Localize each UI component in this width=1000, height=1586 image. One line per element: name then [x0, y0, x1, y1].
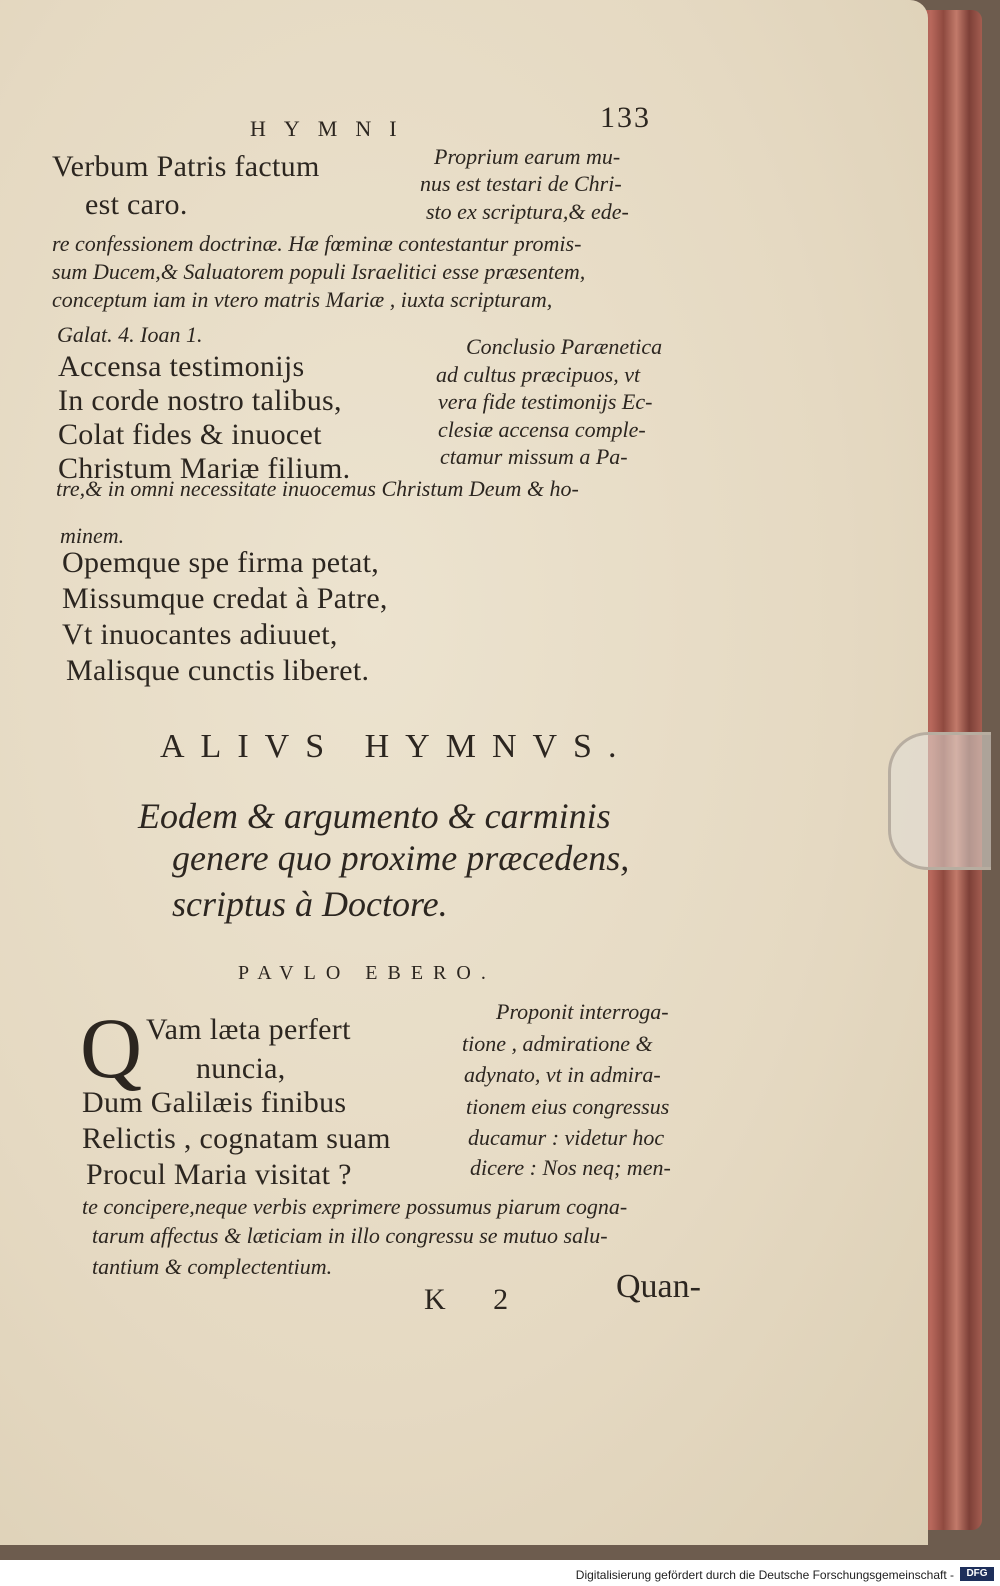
drop-cap: Q — [80, 1000, 143, 1096]
footer-bar — [0, 1562, 1000, 1586]
note-line: tre,& in omni necessitate inuocemus Christum Deum & ho- — [56, 476, 579, 501]
verse-line: In corde nostro talibus, — [58, 384, 342, 417]
verse-line: Verbum Patris factum — [52, 150, 320, 183]
side-note-line: nus est testari de Chri- — [420, 171, 622, 196]
note-line: tarum affectus & læticiam in illo congressu se mutuo salu- — [92, 1223, 608, 1248]
note-line: conceptum iam in vtero matris Mariæ , iuxta scripturam, — [52, 287, 553, 312]
verse-line: Dum Galilæis finibus — [82, 1086, 347, 1119]
side-note-line: ctamur missum a Pa- — [440, 444, 628, 469]
side-note-line: Proprium earum mu- — [434, 144, 621, 169]
verse-line: Vam læta perfert — [146, 1013, 351, 1046]
footer-credit: Digitalisierung gefördert durch die Deutsche Forschungsgemeinschaft - — [575, 1568, 954, 1582]
glass-clip — [888, 732, 991, 870]
hymn-subtitle-line: genere quo proxime præcedens, — [172, 838, 630, 878]
note-line: minem. — [60, 523, 125, 548]
verse-line: est caro. — [85, 188, 188, 221]
side-note-line: clesiæ accensa comple- — [438, 417, 646, 442]
note-line: sum Ducem,& Saluatorem populi Israelitici esse præsentem, — [52, 259, 586, 284]
side-note-line: ducamur : videtur hoc — [468, 1125, 665, 1150]
side-note-line: Conclusio Parænetica — [466, 334, 663, 359]
side-note-line: tione , admiratione & — [462, 1031, 653, 1056]
dfg-logo: DFG — [960, 1567, 994, 1581]
note-line: tantium & complectentium. — [92, 1254, 333, 1279]
hymn-subtitle-line: Eodem & argumento & carminis — [138, 796, 611, 836]
hymn-title: ALIVS HYMNVS. — [160, 728, 633, 765]
side-note-line: vera fide testimonijs Ec- — [438, 389, 653, 414]
side-note-line: ad cultus præcipuos, vt — [436, 362, 641, 387]
verse-line: Opemque spe firma petat, — [62, 546, 380, 579]
page-number: 133 — [600, 101, 651, 134]
note-line: re confessionem doctrinæ. Hæ fœminæ contestantur promis- — [52, 231, 582, 256]
catchword: Quan- — [616, 1268, 701, 1305]
side-note-line: tionem eius congressus — [466, 1094, 670, 1119]
signature-mark: K 2 — [424, 1283, 529, 1316]
side-note-line: Proponit interroga- — [496, 999, 669, 1024]
verse-line: Christum Mariæ filium. — [58, 452, 351, 485]
hymn-subtitle-line: scriptus à Doctore. — [172, 884, 448, 924]
verse-line: Procul Maria visitat ? — [86, 1158, 352, 1191]
note-line: Galat. 4. Ioan 1. — [57, 322, 203, 347]
side-note-line: adynato, vt in admira- — [464, 1062, 661, 1087]
verse-line: nuncia, — [196, 1052, 286, 1085]
verse-line: Relictis , cognatam suam — [82, 1122, 391, 1155]
verse-line: Colat fides & inuocet — [58, 418, 322, 451]
verse-line: Accensa testimonijs — [58, 350, 305, 383]
side-note-line: sto ex scriptura,& ede- — [426, 199, 629, 224]
verse-line: Malisque cunctis liberet. — [66, 654, 370, 687]
running-head: HYMNI — [250, 116, 415, 141]
side-note-line: dicere : Nos neq; men- — [470, 1155, 671, 1180]
note-line: te concipere,neque verbis exprimere possumus piarum cogna- — [82, 1194, 628, 1219]
verse-line: Vt inuocantes adiuuet, — [62, 618, 338, 651]
verse-line: Missumque credat à Patre, — [62, 582, 388, 615]
author-name: PAVLO EBERO. — [238, 962, 496, 984]
